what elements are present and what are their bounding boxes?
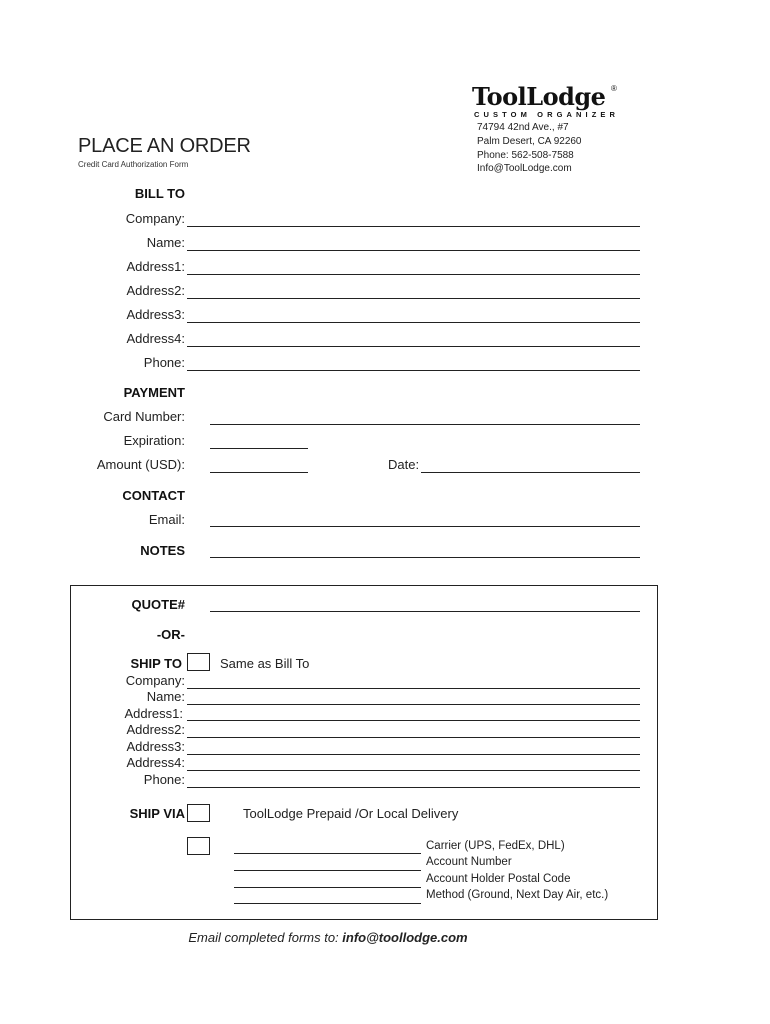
- ship-phone-field[interactable]: [187, 787, 640, 788]
- ship-name-label: Name:: [146, 689, 185, 704]
- bill-address4-label: Address4:: [126, 331, 185, 346]
- page-subtitle: Credit Card Authorization Form: [78, 160, 189, 169]
- card-number-label: Card Number:: [103, 409, 185, 424]
- bill-phone-field[interactable]: [187, 370, 640, 371]
- ship-address1-label: Address1:: [124, 706, 183, 721]
- logo-wordmark: ToolLodge: [472, 82, 606, 111]
- ship-company-field[interactable]: [187, 688, 640, 689]
- date-label: Date:: [388, 457, 420, 472]
- ship-via-prepaid-label: ToolLodge Prepaid /Or Local Delivery: [243, 806, 459, 821]
- bill-address3-field[interactable]: [187, 322, 640, 323]
- bill-address1-label: Address1:: [126, 259, 185, 274]
- account-number-field[interactable]: [234, 870, 421, 871]
- footer-email-link[interactable]: info@toollodge.com: [342, 930, 468, 945]
- footer-prefix: Email completed forms to:: [188, 930, 343, 945]
- contact-email-label: Email:: [148, 512, 185, 527]
- shipping-method-field[interactable]: [234, 903, 421, 904]
- ship-address2-field[interactable]: [187, 737, 640, 738]
- postal-code-field[interactable]: [234, 887, 421, 888]
- card-number-field[interactable]: [210, 424, 640, 425]
- amount-field[interactable]: [210, 472, 308, 473]
- company-address-line2: Palm Desert, CA 92260: [477, 136, 582, 147]
- payment-heading: PAYMENT: [123, 385, 185, 400]
- ship-via-carrier-checkbox[interactable]: [187, 837, 210, 855]
- expiration-label: Expiration:: [123, 433, 185, 448]
- bill-address3-label: Address3:: [126, 307, 185, 322]
- carrier-label: Carrier (UPS, FedEx, DHL): [426, 840, 565, 852]
- ship-via-prepaid-checkbox[interactable]: [187, 804, 210, 822]
- ship-address4-field[interactable]: [187, 770, 640, 771]
- toollodge-logo: [472, 82, 620, 122]
- ship-address3-field[interactable]: [187, 754, 640, 755]
- footer-instructions: [0, 930, 656, 945]
- date-field[interactable]: [421, 472, 640, 473]
- bill-company-label: Company:: [125, 211, 185, 226]
- contact-heading: CONTACT: [122, 488, 185, 503]
- bill-address1-field[interactable]: [187, 274, 640, 275]
- or-separator: -OR-: [156, 627, 185, 642]
- bill-address2-field[interactable]: [187, 298, 640, 299]
- ship-company-label: Company:: [125, 673, 185, 688]
- ship-address4-label: Address4:: [126, 755, 185, 770]
- bill-address2-label: Address2:: [126, 283, 185, 298]
- same-as-bill-checkbox[interactable]: [187, 653, 210, 671]
- shipping-method-label: Method (Ground, Next Day Air, etc.): [426, 889, 609, 901]
- ship-address3-label: Address3:: [126, 739, 185, 754]
- postal-code-label: Account Holder Postal Code: [426, 873, 571, 885]
- carrier-field[interactable]: [234, 853, 421, 854]
- company-phone: Phone: 562-508-7588: [477, 150, 574, 161]
- ship-phone-label: Phone:: [143, 772, 185, 787]
- bill-address4-field[interactable]: [187, 346, 640, 347]
- notes-heading: NOTES: [140, 543, 185, 558]
- account-number-label: Account Number: [426, 856, 512, 868]
- contact-email-field[interactable]: [210, 526, 640, 527]
- bill-company-field[interactable]: [187, 226, 640, 227]
- ship-name-field[interactable]: [187, 704, 640, 705]
- ship-via-heading: SHIP VIA: [129, 806, 185, 821]
- company-address-line1: 74794 42nd Ave., #7: [477, 122, 569, 133]
- logo-tagline: CUSTOM ORGANIZER: [474, 110, 620, 119]
- same-as-bill-label: Same as Bill To: [220, 656, 310, 671]
- ship-address2-label: Address2:: [126, 722, 185, 737]
- notes-field[interactable]: [210, 557, 640, 558]
- bill-phone-label: Phone:: [143, 355, 185, 370]
- ship-to-heading: SHIP TO: [130, 656, 182, 671]
- quote-label: QUOTE#: [131, 597, 185, 612]
- bill-name-field[interactable]: [187, 250, 640, 251]
- bill-to-heading: BILL TO: [134, 186, 185, 201]
- page-title: PLACE AN ORDER: [78, 135, 251, 157]
- expiration-field[interactable]: [210, 448, 308, 449]
- registered-mark: ®: [611, 84, 617, 93]
- bill-name-label: Name:: [146, 235, 185, 250]
- company-email: Info@ToolLodge.com: [477, 163, 572, 174]
- quote-field[interactable]: [210, 611, 640, 612]
- ship-address1-field[interactable]: [187, 720, 640, 721]
- amount-label: Amount (USD):: [96, 457, 185, 472]
